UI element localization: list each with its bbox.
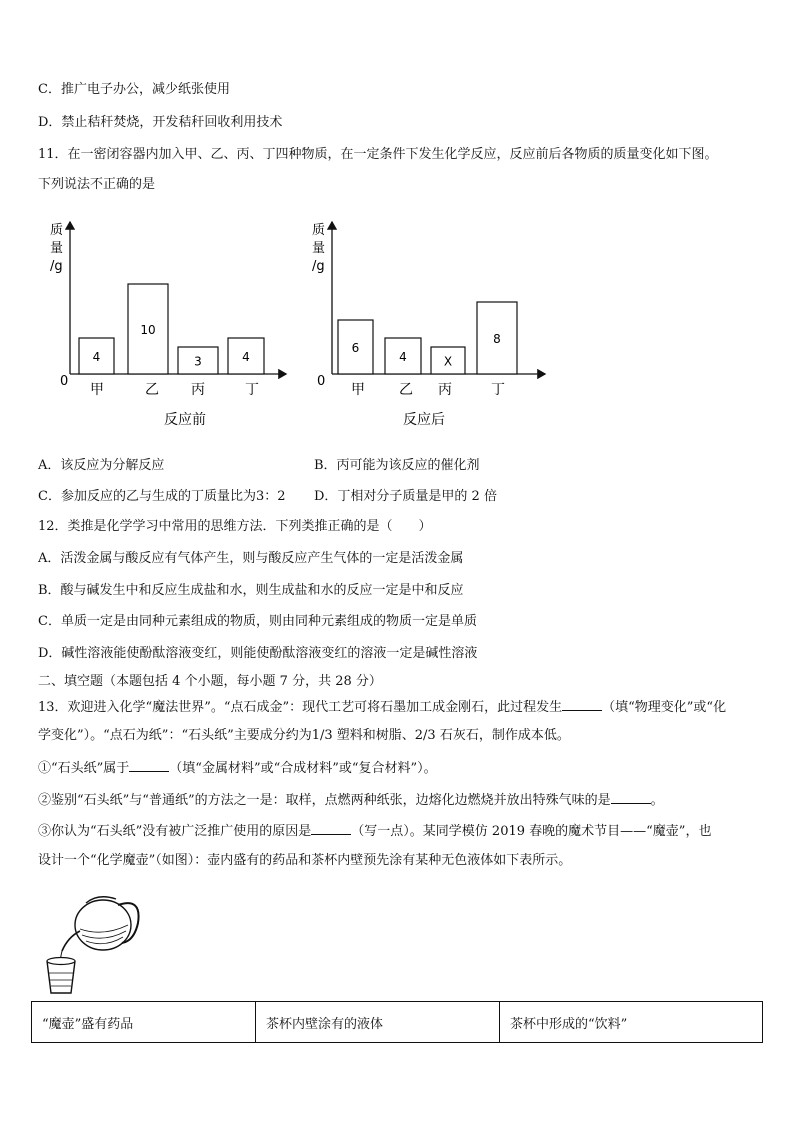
- chart-before-category-label: 甲: [90, 382, 104, 398]
- chart-before-ylabel-3: /g: [50, 259, 63, 274]
- table-header-row: [32, 1002, 763, 1043]
- chart-after-category-label: 丙: [438, 382, 452, 398]
- q13-sub1-text-b: （填“金属材料”或“合成材料”或“复合材料”）。: [169, 761, 437, 776]
- q13-sub1-text-a: ①“石头纸”属于: [38, 761, 130, 776]
- chart-after-title: 反应后: [403, 412, 445, 428]
- chart-before-value-label: 4: [242, 350, 250, 364]
- q13-sub3-text-b: （写一点）。某同学模仿 2019 春晚的魔术节目——“魔壶”，也: [351, 824, 712, 839]
- chart-after-origin: 0: [317, 374, 326, 389]
- chart-after-category-label: 丁: [491, 382, 505, 398]
- chart-before-ylabel-2: 量: [50, 241, 64, 256]
- q13-line1: [38, 697, 726, 717]
- cup: [47, 961, 75, 993]
- q11-stem-line1: 11．在一密闭容器内加入甲、乙、丙、丁四种物质，在一定条件下发生化学反应，反应前后各物质的质量变化如下图。: [38, 147, 718, 162]
- q13-sub1: [38, 758, 437, 778]
- q11-option-b: B．丙可能为该反应的催化剂: [314, 458, 480, 473]
- q13-line1-text-b: （填“物理变化”或“化: [602, 700, 727, 715]
- chart-before-value-label: 10: [140, 323, 156, 337]
- chart-before-category-label: 乙: [145, 382, 159, 398]
- q13-sub3-text-a: ③你认为“石头纸”没有被广泛推广使用的原因是: [38, 824, 312, 839]
- q11-option-a: A．该反应为分解反应: [38, 458, 165, 473]
- reaction-charts: [0, 210, 794, 450]
- q13-line4: 设计一个“化学魔壶”（如图）：壶内盛有的药品和茶杯内壁预先涂有某种无色液体如下表所示。: [38, 853, 572, 868]
- chart-before-origin: 0: [60, 374, 69, 389]
- chart-after-value-label: 4: [399, 350, 407, 364]
- q13-sub2-text-a: ②鉴别“石头纸”与“普通纸”的方法之一是：取样，点燃两种纸张，边熔化边燃烧并放出特殊气味的是: [38, 793, 611, 808]
- q13-line1-text-a: 13．欢迎进入化学“魔法世界”。“点石成金”：现代工艺可将石墨加工成金刚石，此过程发生: [38, 700, 563, 715]
- chart-before-value-label: 4: [92, 350, 101, 364]
- chart-before-value-label: 3: [194, 354, 202, 369]
- q11-option-d: D．丁相对分子质量是甲的 2 倍: [314, 489, 497, 504]
- chart-after-category-label: 乙: [399, 382, 413, 398]
- chart-before-title: 反应前: [164, 412, 206, 428]
- chart-after-value-label: X: [443, 354, 453, 369]
- table-header-cell: “魔壶”盛有药品: [32, 1002, 256, 1043]
- chart-before-category-label: 丙: [191, 382, 205, 398]
- q13-line2: 学变化”）。“点石为纸”：“石头纸”主要成分约为1/3 塑料和树脂、2/3 石灰石，制作成本低。: [38, 728, 570, 743]
- table-header-cell: 茶杯内壁涂有的液体: [256, 1002, 500, 1043]
- q13-blank-2[interactable]: [129, 758, 169, 772]
- section-fill-in-heading: 二、填空题（本题包括 4 个小题，每小题 7 分，共 28 分）: [38, 674, 382, 689]
- q12-option-b: B．酸与碱发生中和反应生成盐和水，则生成盐和水的反应一定是中和反应: [38, 583, 464, 598]
- chart-before-category-label: 丁: [245, 382, 259, 398]
- chart-after-ylabel-2: 量: [312, 241, 326, 256]
- q13-blank-3[interactable]: [611, 790, 651, 804]
- table-header-cell: 茶杯中形成的“饮料”: [500, 1002, 763, 1043]
- q11-option-c: C．参加反应的乙与生成的丁质量比为3：2: [38, 489, 286, 504]
- q12-option-d: D．碱性溶液能使酚酞溶液变红，则能使酚酞溶液变红的溶液一定是碱性溶液: [38, 646, 478, 661]
- chart-after-ylabel-1: 质: [312, 223, 326, 238]
- q10-option-c: C．推广电子办公，减少纸张使用: [38, 82, 230, 97]
- magic-kettle-table: [31, 1001, 763, 1043]
- q13-blank-1[interactable]: [562, 697, 602, 711]
- chart-after: [312, 222, 545, 428]
- magic-kettle-illustration: [38, 885, 148, 1000]
- q12-option-a: A．活泼金属与酸反应有气体产生，则与酸反应产生气体的一定是活泼金属: [38, 551, 464, 566]
- chart-after-ylabel-3: /g: [312, 259, 325, 274]
- q13-sub3: [38, 821, 711, 841]
- q13-blank-4[interactable]: [311, 821, 351, 835]
- chart-before-ylabel-1: 质: [50, 223, 64, 238]
- chart-after-value-label: 8: [493, 332, 501, 346]
- q13-sub2-text-b: 。: [650, 793, 664, 808]
- q11-stem-line2: 下列说法不正确的是: [38, 177, 156, 192]
- q12-stem: 12．类推是化学学习中常用的思维方法．下列类推正确的是（ ）: [38, 519, 432, 534]
- chart-after-value-label: 6: [351, 341, 360, 355]
- cup-rim: [47, 958, 75, 965]
- q13-sub2: [38, 790, 664, 810]
- chart-after-category-label: 甲: [351, 382, 365, 398]
- chart-before: [50, 222, 286, 428]
- q12-option-c: C．单质一定是由同种元素组成的物质，则由同种元素组成的物质一定是单质: [38, 614, 477, 629]
- q10-option-d: D．禁止秸秆焚烧，开发秸秆回收利用技术: [38, 115, 283, 130]
